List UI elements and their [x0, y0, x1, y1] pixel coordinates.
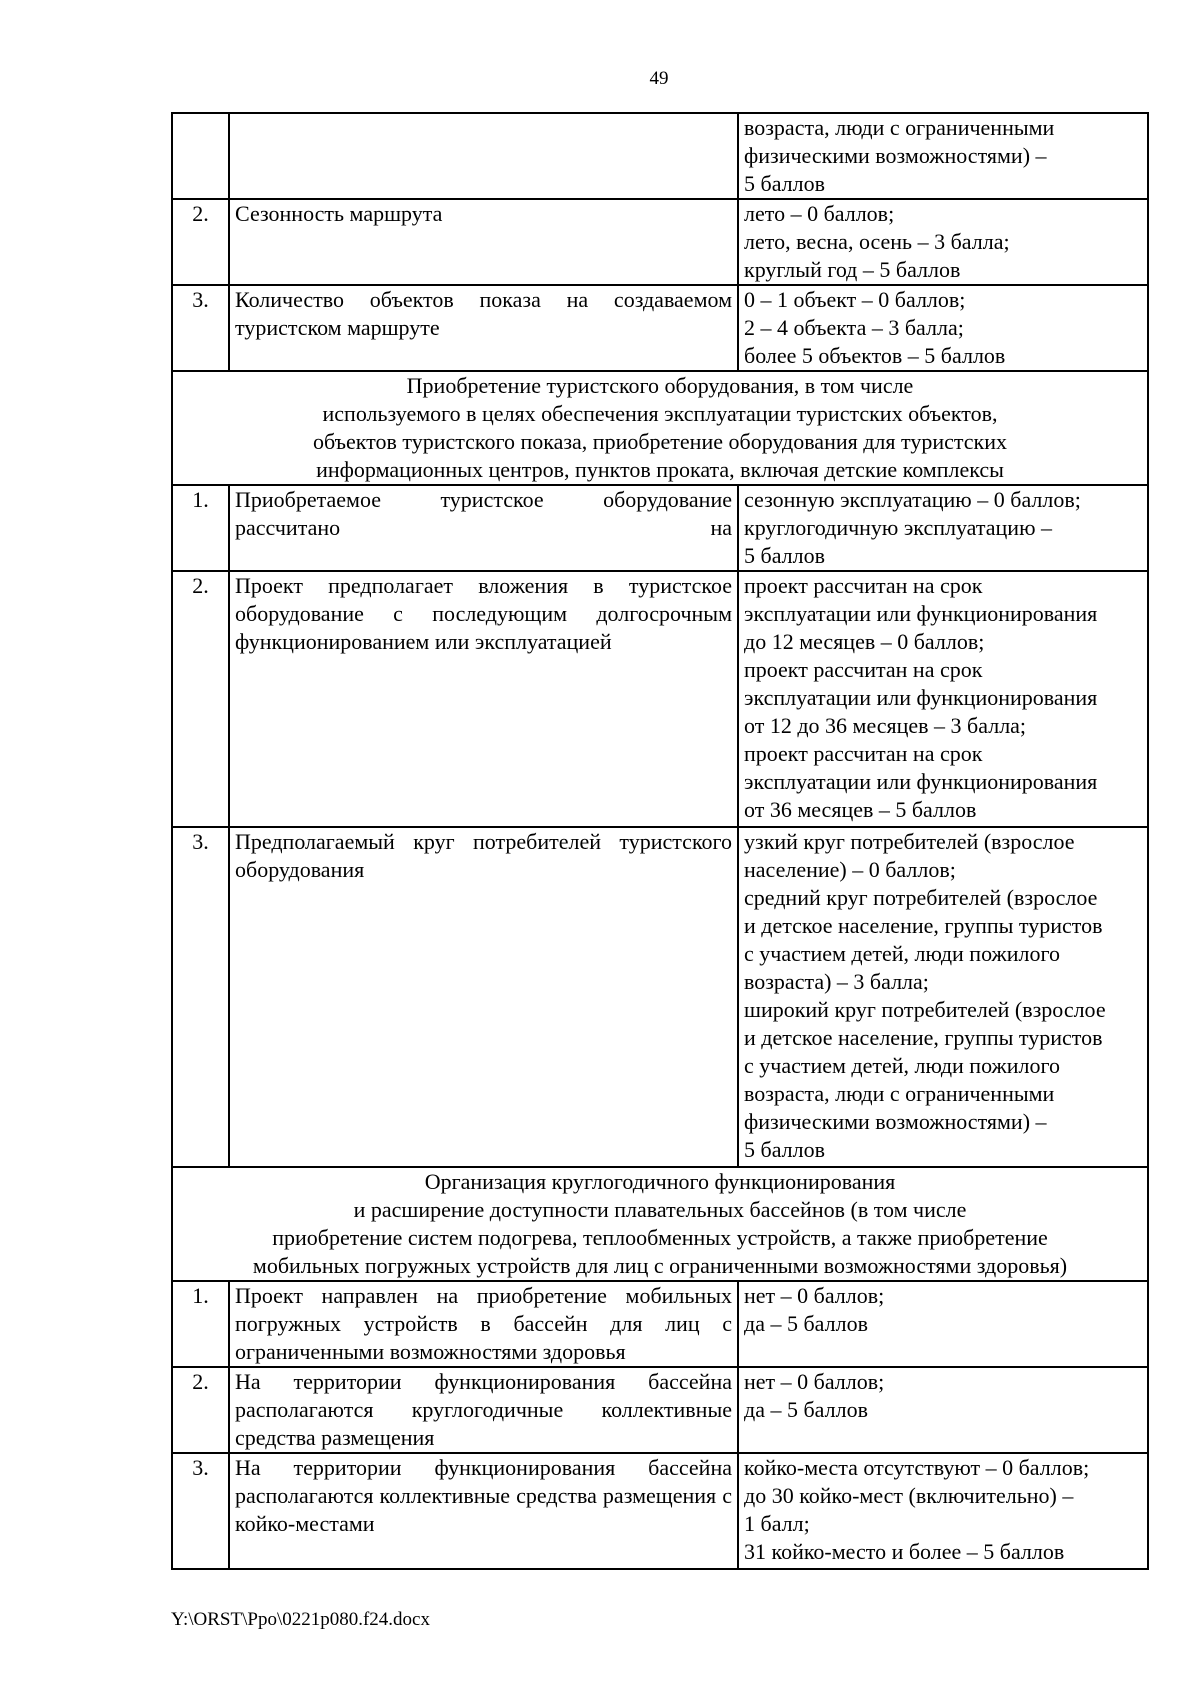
- row-number: 1.: [172, 485, 229, 571]
- row-number: 2.: [172, 1367, 229, 1453]
- table-row: [172, 571, 1148, 827]
- criterion-cell: Приобретаемое туристское оборудование рассчитано на: [229, 485, 738, 571]
- page-number: 49: [649, 68, 669, 89]
- criteria-table: [171, 112, 1149, 1570]
- score-cell: сезонную эксплуатацию – 0 баллов; круглогодичную эксплуатацию – 5 баллов: [738, 485, 1148, 571]
- section-heading-row: [172, 1167, 1148, 1281]
- table-row: [172, 199, 1148, 285]
- criterion-cell: [229, 113, 738, 199]
- row-number: 1.: [172, 1281, 229, 1367]
- table-row: [172, 1281, 1148, 1367]
- score-cell: нет – 0 баллов; да – 5 баллов: [738, 1281, 1148, 1367]
- table-row: [172, 485, 1148, 571]
- score-cell: лето – 0 баллов; лето, весна, осень – 3 балла; круглый год – 5 баллов: [738, 199, 1148, 285]
- criterion-cell: Количество объектов показа на создаваемом туристском маршруте: [229, 285, 738, 371]
- score-cell: узкий круг потребителей (взрослое население) – 0 баллов; средний круг потребителей (взрослое и детское население, группы туристов с участием детей, люди пожилого возраста) – 3 балла; широкий круг потребителей (взрослое и детское население, группы туристов с участием детей, люди пожилого возраста, люди с ограниченными физическими возможностями) – 5 баллов: [738, 827, 1148, 1167]
- criterion-cell: Сезонность маршрута: [229, 199, 738, 285]
- row-number: 2.: [172, 199, 229, 285]
- row-number: 2.: [172, 571, 229, 827]
- section-heading-row: [172, 371, 1148, 485]
- section-heading: Организация круглогодичного функционирования и расширение доступности плавательных бассейнов (в том числе приобретение систем подогрева, теплообменных устройств, а также приобретение мобильных погружных устройств для лиц с ограниченными возможностями здоровья): [172, 1167, 1148, 1281]
- document-path-footer: Y:\ORST\Ppo\0221p080.f24.docx: [171, 1609, 430, 1630]
- table-row: [172, 285, 1148, 371]
- table-row: [172, 113, 1148, 199]
- table-row: [172, 1453, 1148, 1569]
- row-number: [172, 113, 229, 199]
- criterion-cell: Проект предполагает вложения в туристское оборудование с последующим долгосрочным функционированием или эксплуатацией: [229, 571, 738, 827]
- criterion-cell: Проект направлен на приобретение мобильных погружных устройств в бассейн для лиц с ограниченными возможностями здоровья: [229, 1281, 738, 1367]
- score-cell: койко-места отсутствуют – 0 баллов; до 30 койко-мест (включительно) – 1 балл; 31 койко-место и более – 5 баллов: [738, 1453, 1148, 1569]
- score-cell: нет – 0 баллов; да – 5 баллов: [738, 1367, 1148, 1453]
- table-row: [172, 827, 1148, 1167]
- table-row: [172, 1367, 1148, 1453]
- criterion-cell: На территории функционирования бассейна располагаются коллективные средства размещения с койко-местами: [229, 1453, 738, 1569]
- section-heading: Приобретение туристского оборудования, в том числе используемого в целях обеспечения эксплуатации туристских объектов, объектов туристского показа, приобретение оборудования для туристских информационных центров, пунктов проката, включая детские комплексы: [172, 371, 1148, 485]
- criterion-cell: На территории функционирования бассейна располагаются круглогодичные коллективные средства размещения: [229, 1367, 738, 1453]
- score-cell: проект рассчитан на срок эксплуатации или функционирования до 12 месяцев – 0 баллов; проект рассчитан на срок эксплуатации или функционирования от 12 до 36 месяцев – 3 балла; проект рассчитан на срок эксплуатации или функционирования от 36 месяцев – 5 баллов: [738, 571, 1148, 827]
- row-number: 3.: [172, 827, 229, 1167]
- criterion-cell: Предполагаемый круг потребителей туристского оборудования: [229, 827, 738, 1167]
- row-number: 3.: [172, 285, 229, 371]
- score-cell: возраста, люди с ограниченными физическими возможностями) – 5 баллов: [738, 113, 1148, 199]
- score-cell: 0 – 1 объект – 0 баллов; 2 – 4 объекта – 3 балла; более 5 объектов – 5 баллов: [738, 285, 1148, 371]
- row-number: 3.: [172, 1453, 229, 1569]
